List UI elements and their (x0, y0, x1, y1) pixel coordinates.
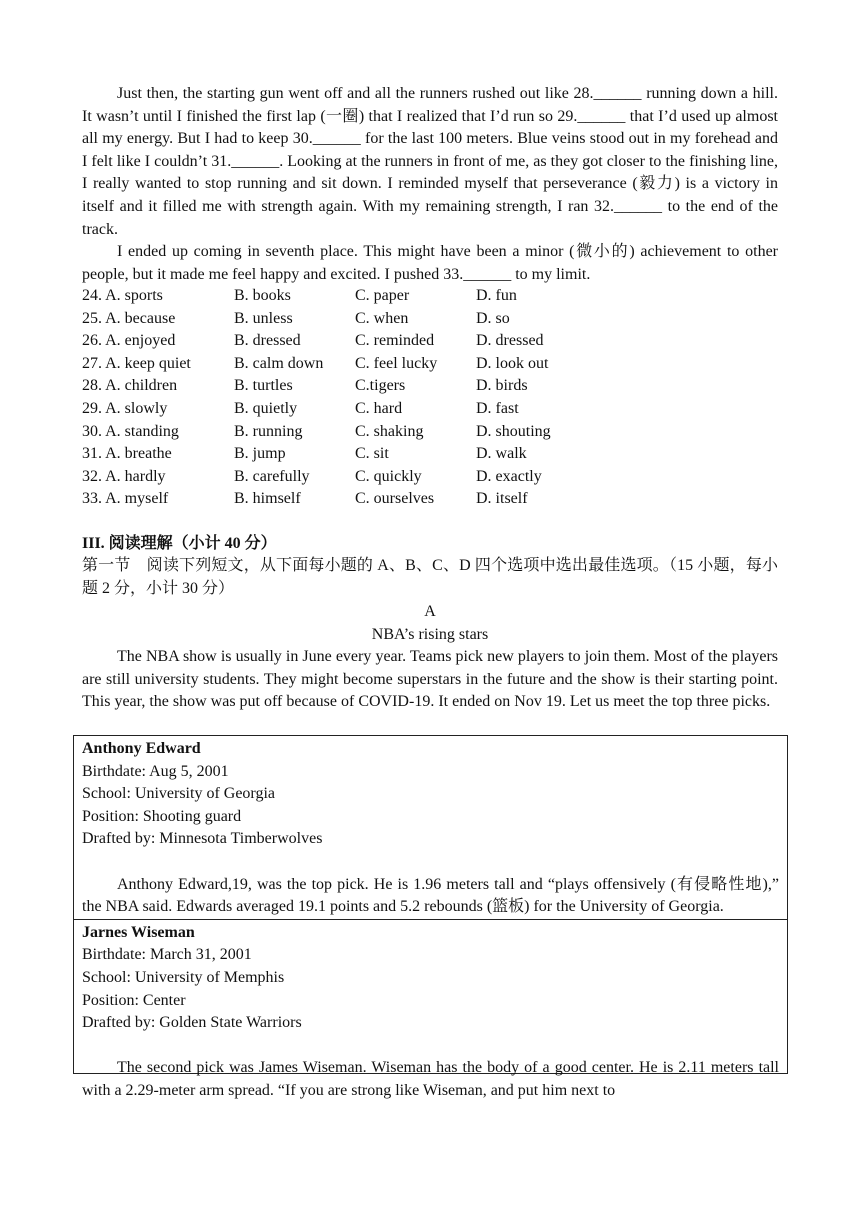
player-drafted-by: Drafted by: Minnesota Timberwolves (82, 830, 323, 848)
cloze-passage (82, 83, 778, 286)
option-d: D. exactly (476, 467, 542, 485)
option-b: B. calm down (234, 354, 324, 372)
option-row (82, 375, 778, 398)
player-position: Position: Center (82, 991, 186, 1009)
option-row (82, 353, 778, 376)
option-a: 24. A. sports (82, 287, 163, 304)
option-d: D. shouting (476, 422, 551, 440)
option-b: B. quietly (234, 399, 298, 417)
option-a: 27. A. keep quiet (82, 354, 191, 372)
option-a: 26. A. enjoyed (82, 332, 176, 350)
player-description: Anthony Edward,19, was the top pick. He is 1.96 meters tall and “plays offensively (有侵略性地),” the NBA said. Edwards averaged 19.1 points and 5.2 rebounds (篮板) for the University of Georgia. (82, 875, 779, 916)
option-row (82, 398, 778, 421)
option-c: C. sit (355, 445, 389, 463)
player-description: The second pick was James Wiseman. Wiseman has the body of a good center. He is 2.11 meters tall with a 2.29-meter arm spread. “If you are strong like Wiseman, and put him next to (82, 1059, 779, 1099)
player-card (74, 736, 787, 920)
cloze-paragraph: I ended up coming in seventh place. This might have been a minor (微小的) achievement to other people, but it made me feel happy and excited. I pushed 33.______ to my limit. (82, 243, 778, 283)
option-b: B. jump (234, 445, 286, 463)
player-name: Jarnes Wiseman (82, 923, 195, 941)
option-b: B. carefully (234, 467, 310, 485)
option-a: 29. A. slowly (82, 399, 168, 417)
player-card (74, 920, 787, 1099)
section-instructions: 第一节 阅读下列短文，从下面每小题的 A、B、C、D 四个选项中选出最佳选项。（15 小题，每小题 2 分，小计 30 分） (82, 557, 778, 597)
player-birthdate: Birthdate: March 31, 2001 (82, 946, 252, 964)
option-c: C. hard (355, 399, 403, 417)
player-drafted-by: Drafted by: Golden State Warriors (82, 1014, 302, 1032)
option-row (82, 443, 778, 466)
option-d: D. birds (476, 377, 528, 395)
option-b: B. running (234, 422, 303, 440)
option-c: C. feel lucky (355, 354, 438, 372)
option-c: C.tigers (355, 377, 406, 395)
spacer (82, 851, 779, 874)
player-name: Anthony Edward (82, 740, 201, 757)
players-table (73, 735, 788, 1099)
option-a: 30. A. standing (82, 422, 179, 440)
cloze-options (82, 285, 778, 511)
option-c: C. paper (355, 287, 410, 304)
option-row (82, 285, 778, 308)
cloze-paragraph: Just then, the starting gun went off and all the runners rushed out like 28.______ running down a hill. It wasn’t until I finished the first lap (一圈) that I realized that I’d run so 29.______ that I’d used up almost all my energy. But I had to keep 30.______ for the last 100 meters. Blue veins stood out in my forehead and I felt like I couldn’t 31.______. Looking at the runners in front of me, as they got closer to the finishing line, I really wanted to stop running and sit down. I reminded myself that perseverance (毅力) is a victory in itself and it filled me with strength again. With my remaining strength, I ran 32.______ to the end of the track. (82, 85, 778, 238)
option-b: B. dressed (234, 332, 301, 350)
option-c: C. reminded (355, 332, 435, 350)
player-position: Position: Shooting guard (82, 807, 242, 825)
option-d: D. itself (476, 490, 528, 508)
option-a: 32. A. hardly (82, 467, 166, 485)
option-a: 33. A. myself (82, 490, 169, 508)
option-d: D. so (476, 309, 510, 327)
option-d: D. look out (476, 354, 549, 372)
player-birthdate: Birthdate: Aug 5, 2001 (82, 762, 229, 780)
option-b: B. books (234, 287, 291, 304)
spacer (82, 1035, 779, 1058)
passage-intro (82, 646, 778, 714)
passage-letter: A (424, 603, 436, 620)
option-row (82, 466, 778, 489)
option-c: C. quickly (355, 467, 422, 485)
option-d: D. fun (476, 287, 517, 304)
option-row (82, 488, 778, 511)
player-school: School: University of Memphis (82, 968, 285, 986)
option-row (82, 421, 778, 444)
option-c: C. shaking (355, 422, 424, 440)
passage-intro-text: The NBA show is usually in June every year. Teams pick new players to join them. Most of the players are still university students. They might become superstars in the future and the show is their starting point. This year, the show was put off because of COVID-19. It ended on Nov 19. Let us meet the top three picks. (82, 648, 778, 711)
option-b: B. unless (234, 309, 293, 327)
option-b: B. himself (234, 490, 301, 508)
option-d: D. fast (476, 399, 519, 417)
option-a: 28. A. children (82, 377, 178, 395)
option-row (82, 308, 778, 331)
option-d: D. dressed (476, 332, 544, 350)
option-c: C. when (355, 309, 409, 327)
option-a: 25. A. because (82, 309, 176, 327)
option-a: 31. A. breathe (82, 445, 172, 463)
section-heading: III. 阅读理解（小计 40 分） (82, 535, 277, 552)
player-school: School: University of Georgia (82, 785, 276, 803)
option-row (82, 330, 778, 353)
passage-title: NBA’s rising stars (371, 626, 489, 643)
option-c: C. ourselves (355, 490, 435, 508)
option-b: B. turtles (234, 377, 293, 395)
option-d: D. walk (476, 445, 527, 463)
